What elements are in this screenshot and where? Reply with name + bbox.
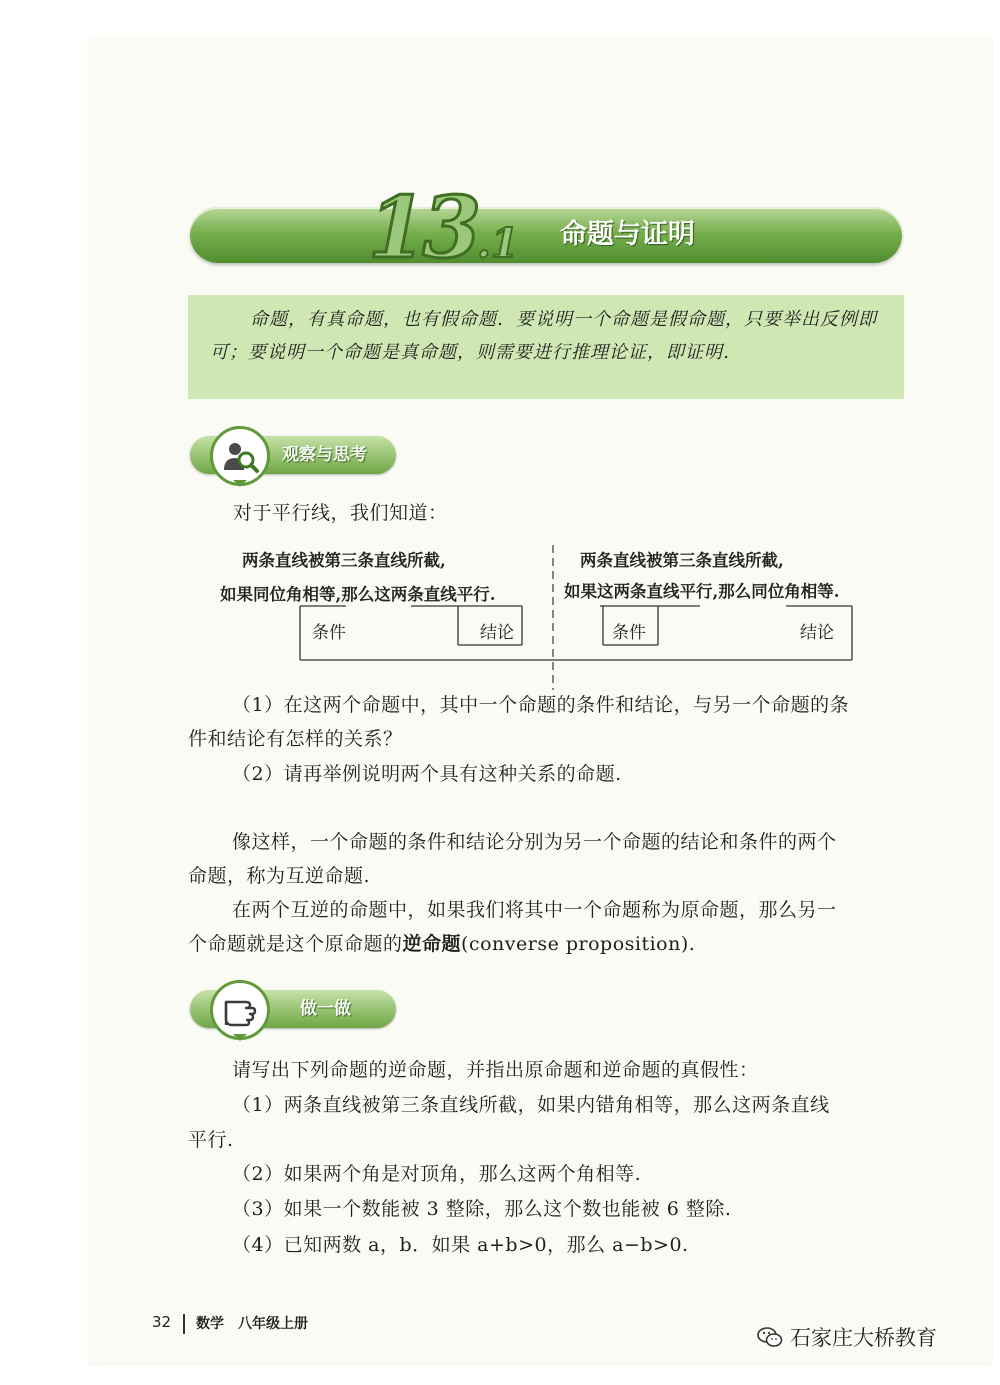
paragraph-2-text: 个命题就是这个原命题的 bbox=[188, 933, 403, 955]
section-title: 命题与证明 bbox=[560, 219, 695, 250]
paragraph-1-line2: 命题，称为互逆命题. bbox=[188, 865, 371, 887]
doit-item-4: （4）已知两数 a，b．如果 a+b>0，那么 a−b>0. bbox=[232, 1234, 689, 1256]
paragraph-1-line1: 像这样，一个命题的条件和结论分别为另一个命题的结论和条件的两个 bbox=[232, 831, 837, 853]
diagram-left-line1: 两条直线被第三条直线所截, bbox=[242, 551, 446, 570]
doit-label: 做一做 bbox=[300, 999, 351, 1019]
intro-box: 命题，有真命题，也有假命题．要说明一个命题是假命题，只要举出反例即可；要说明一个命题是真命题，则需要进行推理论证，即证明． bbox=[188, 295, 904, 399]
doit-item-1-line1: （1）两条直线被第三条直线所截，如果内错角相等，那么这两条直线 bbox=[232, 1094, 830, 1116]
doit-item-3: （3）如果一个数能被 3 整除，那么这个数也能被 6 整除. bbox=[232, 1198, 732, 1220]
paragraph-2-english: (converse proposition). bbox=[461, 933, 696, 955]
footer-divider bbox=[183, 1314, 185, 1334]
footer-book-title: 数学 八年级上册 bbox=[196, 1316, 308, 1332]
hand-icon bbox=[210, 980, 270, 1040]
paragraph-2-line2 bbox=[188, 927, 695, 961]
paragraph-2-line1: 在两个互逆的命题中，如果我们将其中一个命题称为原命题，那么另一 bbox=[232, 899, 837, 921]
observe-lead: 对于平行线，我们知道： bbox=[233, 502, 448, 524]
observe-label: 观察与思考 bbox=[282, 445, 367, 465]
doit-item-1-line2: 平行. bbox=[188, 1129, 234, 1151]
section-number: 13.1 bbox=[368, 178, 519, 277]
page-number: 32 bbox=[152, 1313, 172, 1331]
doit-item-2: （2）如果两个角是对顶角，那么这两个角相等. bbox=[232, 1163, 642, 1185]
diagram-right-conclusion: 结论 bbox=[800, 623, 834, 643]
doit-lead: 请写出下列命题的逆命题，并指出原命题和逆命题的真假性： bbox=[232, 1059, 759, 1081]
pill-pointer-icon bbox=[233, 1034, 247, 1041]
wechat-icon bbox=[757, 1326, 783, 1348]
watermark-text: 石家庄大桥教育 bbox=[790, 1326, 937, 1350]
diagram-left-line2: 如果同位角相等,那么这两条直线平行. bbox=[220, 585, 496, 604]
question-1-line2: 件和结论有怎样的关系？ bbox=[188, 728, 403, 750]
question-1-line1: （1）在这两个命题中，其中一个命题的条件和结论，与另一个命题的条 bbox=[232, 694, 850, 716]
diagram-left-conclusion: 结论 bbox=[480, 623, 514, 643]
diagram-right-line1: 两条直线被第三条直线所截, bbox=[580, 551, 784, 570]
diagram-right-condition: 条件 bbox=[612, 623, 646, 643]
term-converse: 逆命题 bbox=[402, 933, 462, 955]
diagram-right-line2: 如果这两条直线平行,那么同位角相等. bbox=[564, 582, 840, 601]
question-2: （2）请再举例说明两个具有这种关系的命题. bbox=[232, 763, 622, 785]
diagram-left-condition: 条件 bbox=[312, 623, 346, 643]
